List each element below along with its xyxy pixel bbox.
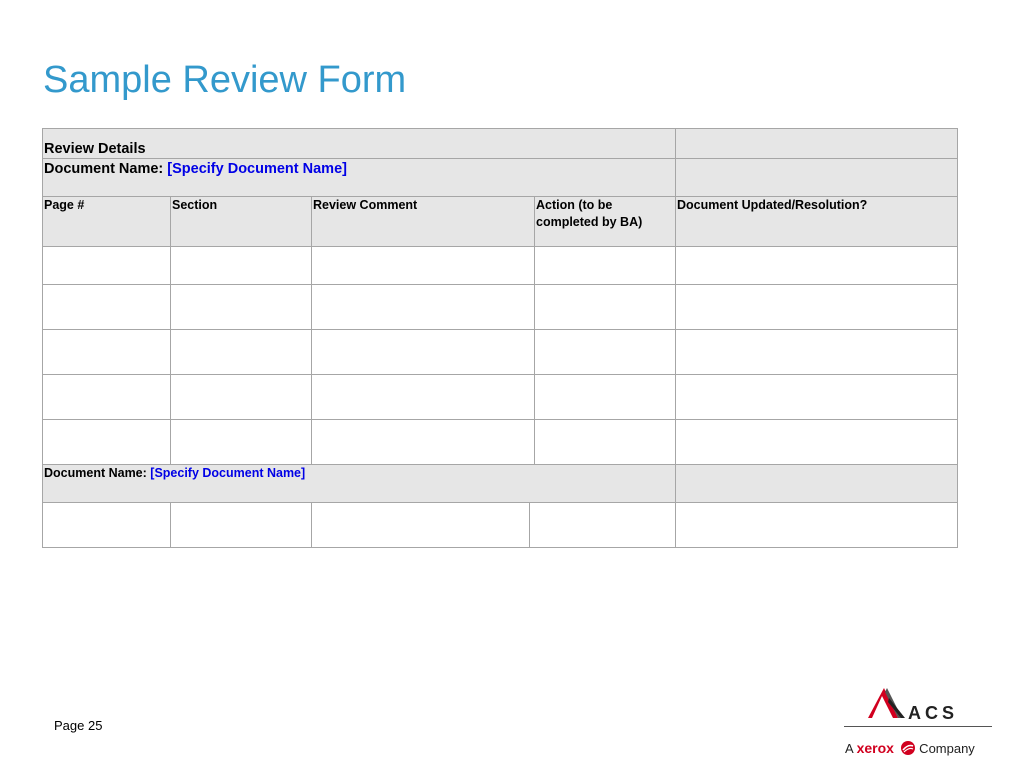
page-cell[interactable] [43,330,171,375]
column-header-page: Page # [43,197,171,247]
action-cell[interactable] [535,330,676,375]
review-details-cell [43,129,676,159]
action-cell[interactable] [535,375,676,420]
document-name-label: Document Name: [44,161,168,177]
xerox-sphere-icon [900,740,916,756]
review-comment-cell[interactable] [312,375,535,420]
second-document-name-cell [43,465,676,503]
table-row [43,285,958,330]
document-name-placeholder: [Specify Document Name] [167,161,347,177]
column-header-review-comment: Review Comment [312,197,535,247]
review-comment-cell[interactable] [313,503,530,547]
review-comment-cell[interactable] [312,330,535,375]
table-row [43,420,958,465]
resolution-cell[interactable] [676,503,958,548]
page-number: Page 25 [54,718,103,733]
document-name-line [44,159,674,178]
logo-divider [844,726,992,727]
table-row [43,247,958,285]
second-document-name-line [44,465,674,482]
tagline-suffix: Company [915,741,975,756]
section-cell[interactable] [171,247,312,285]
section-cell[interactable] [171,285,312,330]
second-document-name-row [43,465,958,503]
logo-tagline [845,740,975,756]
comment-action-cell [312,503,676,548]
page-title: Sample Review Form [43,59,407,101]
acs-wordmark: ACS [908,703,959,723]
review-comment-cell[interactable] [312,247,535,285]
page-cell[interactable] [43,247,171,285]
column-header-action: Action (to be completed by BA) [535,197,676,247]
xerox-wordmark: xerox [856,740,894,756]
page-cell[interactable] [43,420,171,465]
action-cell[interactable] [535,285,676,330]
action-cell[interactable] [535,247,676,285]
document-name-row [43,159,958,197]
action-cell[interactable] [535,420,676,465]
page-cell[interactable] [43,285,171,330]
tagline-prefix: A [845,741,857,756]
section-cell[interactable] [171,330,312,375]
section-cell[interactable] [171,375,312,420]
action-cell[interactable] [530,503,674,547]
acs-xerox-logo [842,686,994,762]
review-details-extra-cell [676,129,958,159]
resolution-cell[interactable] [676,247,958,285]
comment-action-split [313,503,674,547]
table-row [43,503,958,548]
table-row [43,375,958,420]
review-comment-cell[interactable] [312,285,535,330]
resolution-cell[interactable] [676,285,958,330]
second-document-name-placeholder: [Specify Document Name] [150,466,306,480]
review-comment-cell[interactable] [312,420,535,465]
column-header-section: Section [171,197,312,247]
second-document-name-label: Document Name: [44,466,151,480]
document-name-cell [43,159,676,197]
review-details-label: Review Details [44,141,146,157]
review-form-table [42,128,958,548]
page-cell[interactable] [43,503,171,548]
second-document-name-extra-cell [676,465,958,503]
column-header-row [43,197,958,247]
resolution-cell[interactable] [676,330,958,375]
review-details-row [43,129,958,159]
section-cell[interactable] [171,503,312,548]
resolution-cell[interactable] [676,420,958,465]
document-name-extra-cell [676,159,958,197]
section-cell[interactable] [171,420,312,465]
column-header-resolution: Document Updated/Resolution? [676,197,958,247]
page-cell[interactable] [43,375,171,420]
table-row [43,330,958,375]
resolution-cell[interactable] [676,375,958,420]
